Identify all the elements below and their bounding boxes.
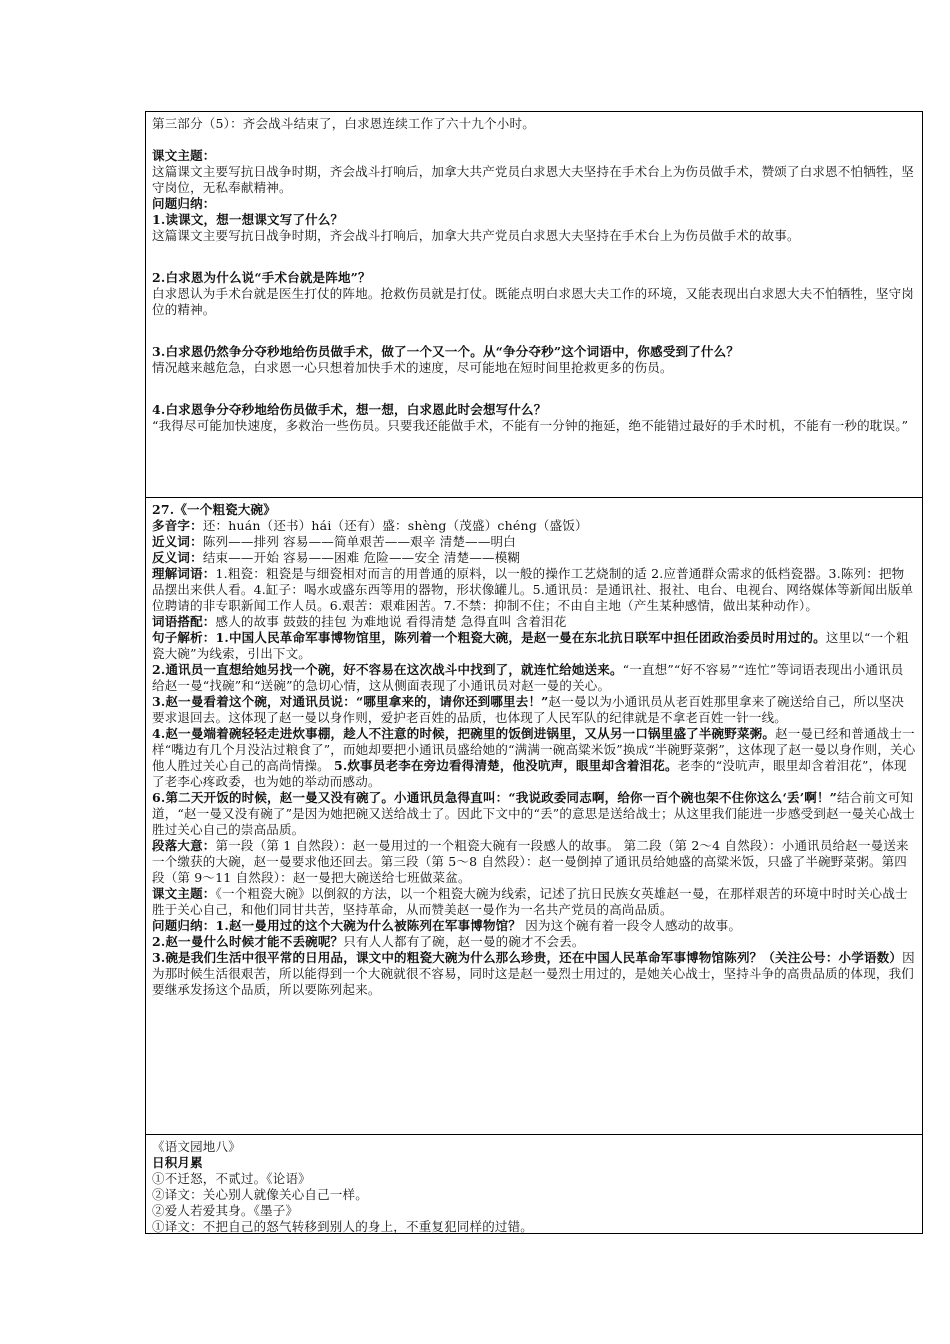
sentence-label: 句子解析：: [152, 630, 216, 645]
garden-line-3: ②爱人若爱其身。《墨子》: [152, 1203, 299, 1218]
sentence-1: [152, 630, 916, 662]
lesson-question-3-bold: 3.碗是我们生活中很平常的日用品，课文中的粗瓷大碗为什么那么珍贵，还在中国人民革命军事博物馆陈列？（关注公号：小学语数）: [152, 950, 903, 965]
sentence-6-text: 结合前文可知道，“赵一曼又没有碗了”是因为她把碗又送给战士了。因此下文中的“丢”的意思是送给战士；从这里我们能进一步感受到赵一曼关心战士胜过关心自己的崇高品质。: [152, 790, 915, 837]
collocation-text: 感人的故事 鼓鼓的挂包 为难地说 看得清楚 急得直叫 含着泪花: [215, 614, 567, 629]
theme-heading: 课文主题：: [152, 148, 216, 163]
answer-4: “我得尽可能加快速度，多救治一些伤员。只要我还能做手术，不能有一分钟的拖延，绝不能错过最好的手术时机，不能有一秒的耽误。”: [152, 418, 909, 433]
vocab-text: 1.粗瓷：粗瓷是与细瓷相对而言的用普通的原料，以一般的操作工艺烧制的适 2.应普通群众需求的低档瓷器。3.陈列：把物品摆出来供人看。4.缸子：喝水或盛东西等用的器物，形状像罐儿。5.通讯员：是通讯社、报社、电台、电视台、网络媒体等新闻出版单位聘请的非专职新闻工作人员。6.艰苦：艰难困苦。7.不禁：抑制不住；不由自主地（产生某种感情，做出某种动作）。: [152, 566, 914, 613]
lesson-theme-label: 课文主题：: [152, 886, 216, 901]
sentence-5-bold: 5.炊事员老李在旁边看得清楚，他没吭声，眼里却含着泪花。: [334, 758, 678, 773]
lesson-qa-label: 问题归纳：: [152, 918, 216, 933]
lesson-question-2-bold: 2.赵一曼什么时候才能不丢碗呢？: [152, 934, 344, 949]
sentence-3-text: 赵一曼以为小通讯员从老百姓那里拿来了碗送给自己，所以坚决要求退回去。这体现了赵一曼以身作则，爱护老百姓的品质，也体现了人民军队的纪律就是不拿老百姓一针一线。: [152, 694, 905, 725]
sentence-4-bold: 4.赵一曼端着碗轻轻走进炊事棚，趁人不注意的时候，把碗里的饭倒进锅里，又从另一口锅里盛了半碗野菜粥。: [152, 726, 776, 741]
lesson-title: 27.《一个粗瓷大碗》: [152, 502, 276, 517]
polyphone-line: [152, 518, 916, 534]
sentence-2-bold: 2.通讯员一直想给她另找一个碗，好不容易在这次战斗中找到了，就连忙给她送来。: [152, 662, 623, 677]
synonym-line: [152, 534, 916, 550]
lesson-answer-3: 因为那时候生活很艰苦，所以能得到一个大碗就很不容易，同时这是赵一曼烈士用过的，是她关心战士，坚持斗争的高贵品质的体现，我们要继承发扬这个品质，所以要陈列起来。: [152, 950, 915, 997]
table-cell-garden: [146, 1135, 922, 1233]
answer-3: 情况越来越危急，白求恩一心只想着加快手术的速度，尽可能地在短时间里抢救更多的伤员。: [152, 360, 673, 375]
sentence-6: [152, 790, 916, 838]
sentence-1-text: 这里以“一个粗瓷大碗”为线索，引出下文。: [152, 630, 909, 661]
vocab-label: 理解词语：: [152, 566, 216, 581]
vocab-line: [152, 566, 916, 614]
antonym-text: 结束——开始 容易——困难 危险——安全 清楚——模糊: [202, 550, 521, 565]
question-4: 4.白求恩争分夺秒地给伤员做手术，想一想，白求恩此时会想写什么？: [152, 402, 547, 417]
sentence-4-text: 赵一曼已经和普通战士一样“嘴边有几个月没沾过粮食了”，而她却要把小通讯员盛给她的“满满一碗高粱米饭”换成“半碗野菜粥”，这体现了赵一曼以身作则，关心他人胜过关心自己的高尚情操。: [152, 726, 916, 773]
sentence-1-bold: 1.中国人民革命军事博物馆里，陈列着一个粗瓷大碗，是赵一曼在东北抗日联军中担任团政治委员时用过的。: [215, 630, 826, 645]
sentence-3-bold: 3.赵一曼看着这个碗，对通讯员说：“哪里拿来的，请你还到哪里去！”: [152, 694, 549, 709]
part3-text: 第三部分（5）：齐会战斗结束了，白求恩连续工作了六十九个小时。: [152, 116, 535, 131]
theme-text: 这篇课文主要写抗日战争时期，齐会战斗打响后，加拿大共产党员白求恩大夫坚持在手术台上为伤员做手术，赞颂了白求恩不怕牺牲，坚守岗位，无私奉献精神。: [152, 164, 915, 195]
lesson-question-1-bold: 1.赵一曼用过的这个大碗为什么被陈列在军事博物馆？: [215, 918, 522, 933]
polyphone-text: 还：huán（还书）hái（还有）盛：shèng（茂盛）chéng（盛饭）: [202, 518, 588, 533]
lesson-question-2: [152, 934, 916, 950]
antonym-line: [152, 550, 916, 566]
paragraph-text: 第一段（第 1 自然段）：赵一曼用过的一个粗瓷大碗有一段感人的故事。 第二段（第 2～4 自然段）：小通讯员给赵一曼送来一个缴获的大碗，赵一曼要求他还回去。第三段（第 5～8 自然段）：赵一曼倒掉了通讯员给她盛的高粱米饭，只盛了半碗野菜粥。第四段（第 9～11 自然段）：赵一曼把大碗送给七班做菜盆。: [152, 838, 909, 885]
sentence-4: [152, 726, 916, 790]
garden-line-2: ②译文：关心别人就像关心自己一样。: [152, 1187, 368, 1202]
collocation-label: 词语搭配：: [152, 614, 216, 629]
sentence-6-bold: 6.第二天开饭的时候，赵一曼又没有碗了。小通讯员急得直叫：“我说政委同志啊，给你一百个碗也架不住你这么‘丢’啊！”: [152, 790, 838, 805]
lesson-question-3: [152, 950, 916, 998]
antonym-label: 反义词：: [152, 550, 203, 565]
lesson-answer-2: 只有人人都有了碗，赵一曼的碗才不会丢。: [343, 934, 585, 949]
sentence-5-text: 老李的“没吭声，眼里却含着泪花”，体现了老李心疼政委，也为她的举动而感动。: [152, 758, 907, 789]
lesson-answer-1: 因为这个碗有着一段令人感动的故事。: [521, 918, 742, 933]
paragraph-label: 段落大意：: [152, 838, 216, 853]
answer-1: 这篇课文主要写抗日战争时期，齐会战斗打响后，加拿大共产党员白求恩大夫坚持在手术台上为伤员做手术的故事。: [152, 228, 800, 243]
synonym-label: 近义词：: [152, 534, 203, 549]
table-cell-bowl-lesson: [146, 498, 922, 1135]
garden-subtitle: 日积月累: [152, 1155, 203, 1170]
paragraph-summary: [152, 838, 916, 886]
synonym-text: 陈列——排列 容易——简单艰苦——艰辛 清楚——明白: [202, 534, 516, 549]
lesson-theme: [152, 886, 916, 918]
question-1: 1.读课文，想一想课文写了什么？: [152, 212, 344, 227]
garden-title: 《语文园地八》: [152, 1139, 241, 1154]
lesson-question-1: [152, 918, 916, 934]
answer-2: 白求恩认为手术台就是医生打仗的阵地。抢救伤员就是打仗。既能点明白求恩大夫工作的环境，又能表现出白求恩大夫不怕牺牲，坚守岗位的精神。: [152, 286, 915, 317]
collocation-line: [152, 614, 916, 630]
table-cell-bethune: [146, 112, 922, 498]
garden-line-4: ①译文：不把自己的怒气转移到别人的身上，不重复犯同样的过错。: [152, 1219, 534, 1234]
qa-heading: 问题归纳：: [152, 196, 216, 211]
document-table: [145, 111, 923, 1234]
sentence-2-text: “一直想”“好不容易”“连忙”等词语表现出小通讯员给赵一曼“找碗”和“送碗”的急切心情，这从侧面表现了小通讯员对赵一曼的关心。: [152, 662, 904, 693]
sentence-3: [152, 694, 916, 726]
question-2: 2.白求恩为什么说“手术台就是阵地”？: [152, 270, 371, 285]
lesson-theme-text: 《一个粗瓷大碗》以倒叙的方法，以一个粗瓷大碗为线索，记述了抗日民族女英雄赵一曼，在那样艰苦的环境中时时关心战士胜于关心自己，和他们同甘共苦，坚持革命，从而赞美赵一曼作为一名共产党员的高尚品质。: [152, 886, 908, 917]
question-3: 3.白求恩仍然争分夺秒地给伤员做手术，做了一个又一个。从“争分夺秒”这个词语中，你感受到了什么？: [152, 344, 740, 359]
garden-line-1: ①不迁怒，不贰过。《论语》: [152, 1171, 311, 1186]
polyphone-label: 多音字：: [152, 518, 203, 533]
sentence-2: [152, 662, 916, 694]
